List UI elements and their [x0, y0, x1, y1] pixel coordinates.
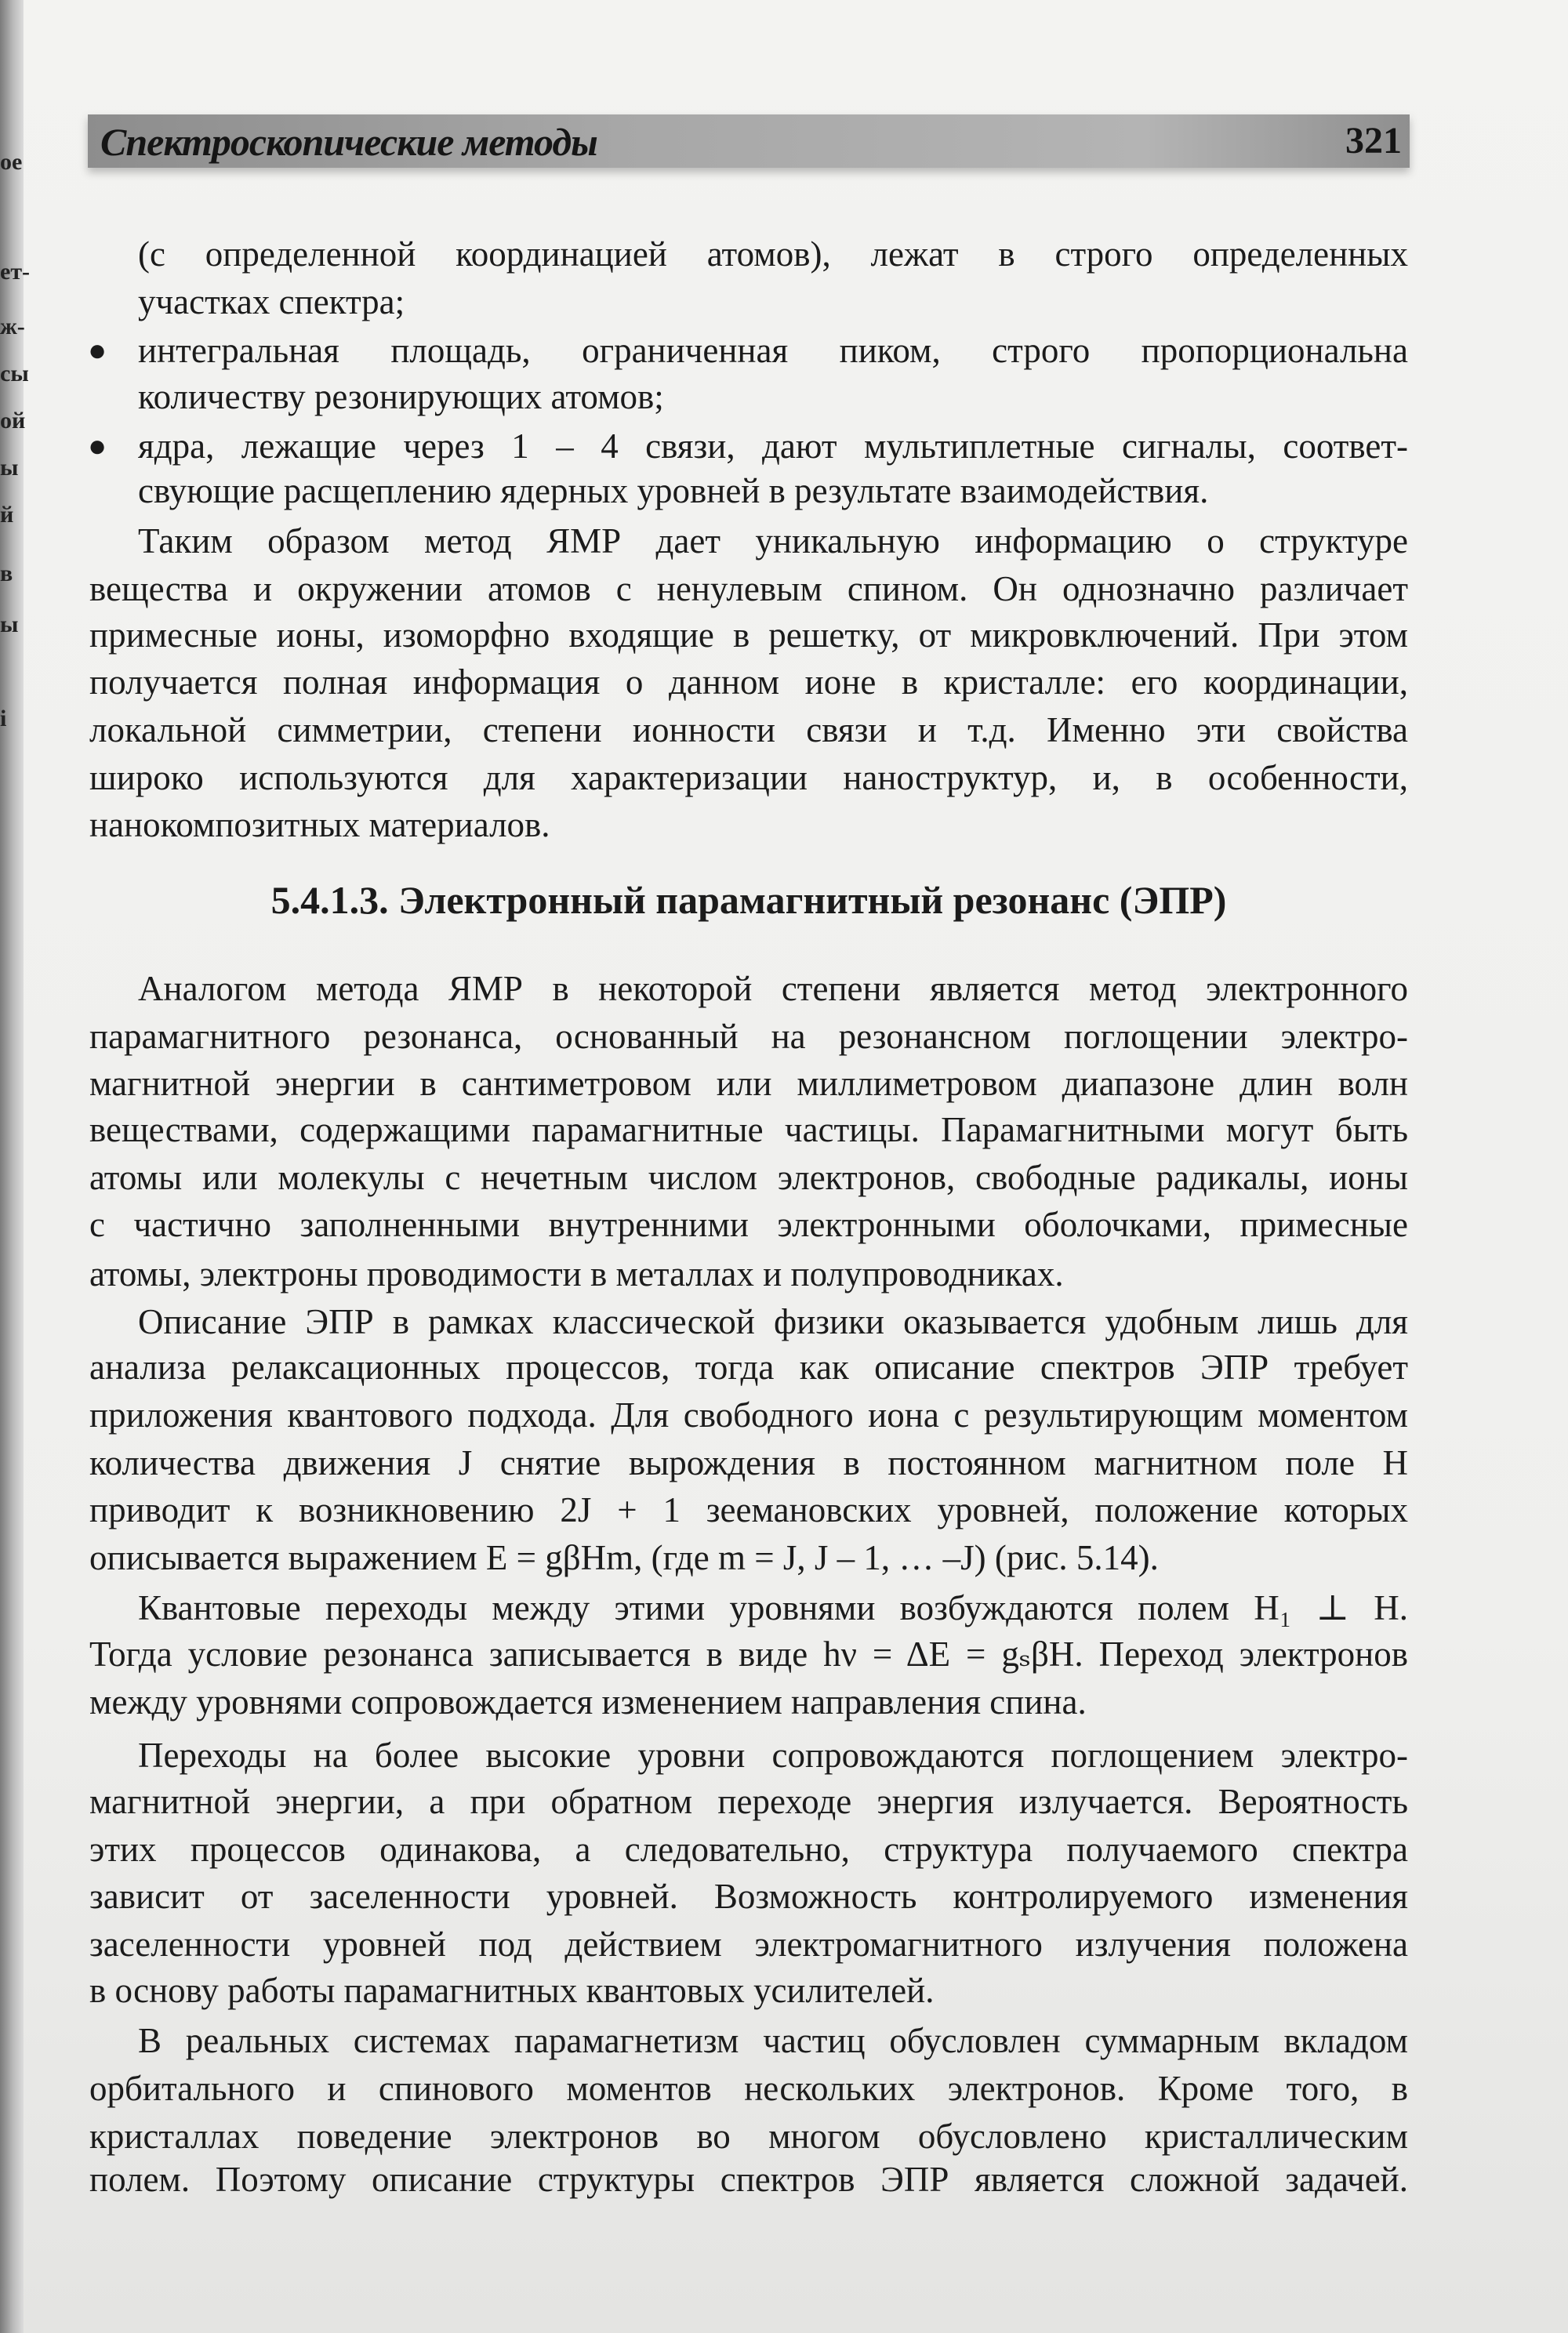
text-line: в основу работы парамагнитных квантовых усилителей.: [89, 1970, 935, 2010]
text-line: Переходы на более высокие уровни сопровождаются поглощением электро-: [138, 1736, 1408, 1776]
text-line: с частично заполненными внутренними электронными оболочками, примесные: [89, 1205, 1408, 1245]
text-line: Тогда условие резонанса записывается в виде hν = ΔE = gₛβH. Переход электронов: [89, 1635, 1408, 1674]
text-line: магнитной энергии в сантиметровом или миллиметровом диапазоне длин волн: [89, 1064, 1408, 1104]
text-line: парамагнитного резонанса, основанный на резонансном поглощении электро-: [89, 1016, 1408, 1056]
text-line: описывается выражением E = gβHm, (где m = J, J – 1, … –J) (рис. 5.14).: [89, 1538, 1159, 1577]
text-line: зависит от заселенности уровней. Возможность контролируемого изменения: [89, 1877, 1408, 1917]
text-line: В реальных системах парамагнетизм частиц обусловлен суммарным вкладом: [138, 2021, 1408, 2061]
text-line: (с определенной координацией атомов), лежат в строго определенных: [138, 234, 1408, 274]
adjacent-page-fragment: ой: [0, 408, 26, 434]
running-header: [88, 114, 1410, 168]
text-line: вещества и окружении атомов с ненулевым спином. Он однозначно различает: [89, 568, 1408, 608]
text-line: Описание ЭПР в рамках классической физики оказывается удобным лишь для: [138, 1301, 1408, 1341]
text-line: атомы или молекулы с нечетным числом электронов, свободные радикалы, ионы: [89, 1157, 1408, 1197]
text-line: атомы, электроны проводимости в металлах и полупроводниках.: [89, 1254, 1064, 1293]
text-line: свующие расщеплению ядерных уровней в результате взаимодействия.: [138, 470, 1209, 510]
text-line: веществами, содержащими парамагнитные частицы. Парамагнитными могут быть: [89, 1109, 1408, 1149]
text-line: ядра, лежащие через 1 – 4 связи, дают мультиплетные сигналы, соответ-: [138, 426, 1408, 466]
text-line: участках спектра;: [138, 281, 405, 321]
text-line: широко используются для характеризации наноструктур, и, в особенности,: [89, 757, 1408, 797]
running-header-title: Спектроскопические методы: [100, 120, 597, 164]
adjacent-page-fragment: ет-: [0, 259, 31, 285]
text-line: полем. Поэтому описание структуры спектров ЭПР является сложной задачей.: [89, 2159, 1408, 2199]
page-number: 321: [1345, 120, 1402, 161]
text-line: количеству резонирующих атомов;: [138, 377, 664, 417]
text-line: примесные ионы, изоморфно входящие в решетку, от микровключений. При этом: [89, 615, 1408, 655]
bullet-icon: ●: [88, 427, 107, 463]
adjacent-page-fragment: ж-: [0, 314, 25, 339]
text-line: между уровнями сопровождается изменением направления спина.: [89, 1682, 1087, 1722]
text-line: заселенности уровней под действием электромагнитного излучения положена: [89, 1924, 1408, 1964]
text-line: количества движения J снятие вырождения в постоянном магнитном поле H: [89, 1442, 1408, 1482]
adjacent-page-fragment: сы: [0, 361, 29, 386]
text-line: кристаллах поведение электронов во многом обусловлено кристаллическим: [89, 2116, 1408, 2156]
text-line: приводит к возникновению 2J + 1 зеемановских уровней, положение которых: [89, 1490, 1408, 1530]
text-line: Квантовые переходы между этими уровнями возбуждаются полем H₁ ⊥ H.: [138, 1588, 1408, 1628]
adjacent-page-fragment: ы: [0, 611, 19, 637]
text-line: Аналогом метода ЯМР в некоторой степени является метод электронного: [138, 968, 1408, 1008]
text-line: этих процессов одинакова, а следовательно, структура получаемого спектра: [89, 1829, 1408, 1869]
text-line: интегральная площадь, ограниченная пиком, строго пропорциональна: [138, 331, 1408, 371]
text-line: орбитального и спинового моментов нескольких электронов. Кроме того, в: [89, 2068, 1408, 2108]
text-line: нанокомпозитных материалов.: [89, 805, 550, 845]
section-heading: 5.4.1.3. Электронный парамагнитный резонанс (ЭПР): [270, 877, 1227, 922]
bullet-icon: ●: [88, 332, 107, 368]
adjacent-page-fragment: ы: [0, 455, 19, 481]
text-line: локальной симметрии, степени ионности связи и т.д. Именно эти свойства: [89, 709, 1408, 749]
adjacent-page-fragment: в: [0, 561, 13, 586]
text-line: Таким образом метод ЯМР дает уникальную информацию о структуре: [138, 521, 1408, 561]
adjacent-page-fragment: й: [0, 502, 14, 528]
text-line: приложения квантового подхода. Для свободного иона с результирующим моментом: [89, 1395, 1408, 1435]
adjacent-page-fragment: ое: [0, 149, 23, 175]
text-line: анализа релаксационных процессов, тогда как описание спектров ЭПР требует: [89, 1348, 1408, 1388]
adjacent-page-edge: [0, 0, 31, 2333]
text-line: получается полная информация о данном ионе в кристалле: его координации,: [89, 662, 1408, 702]
adjacent-page-fragment: і: [0, 706, 7, 731]
text-line: магнитной энергии, а при обратном переходе энергия излучается. Вероятность: [89, 1781, 1408, 1821]
